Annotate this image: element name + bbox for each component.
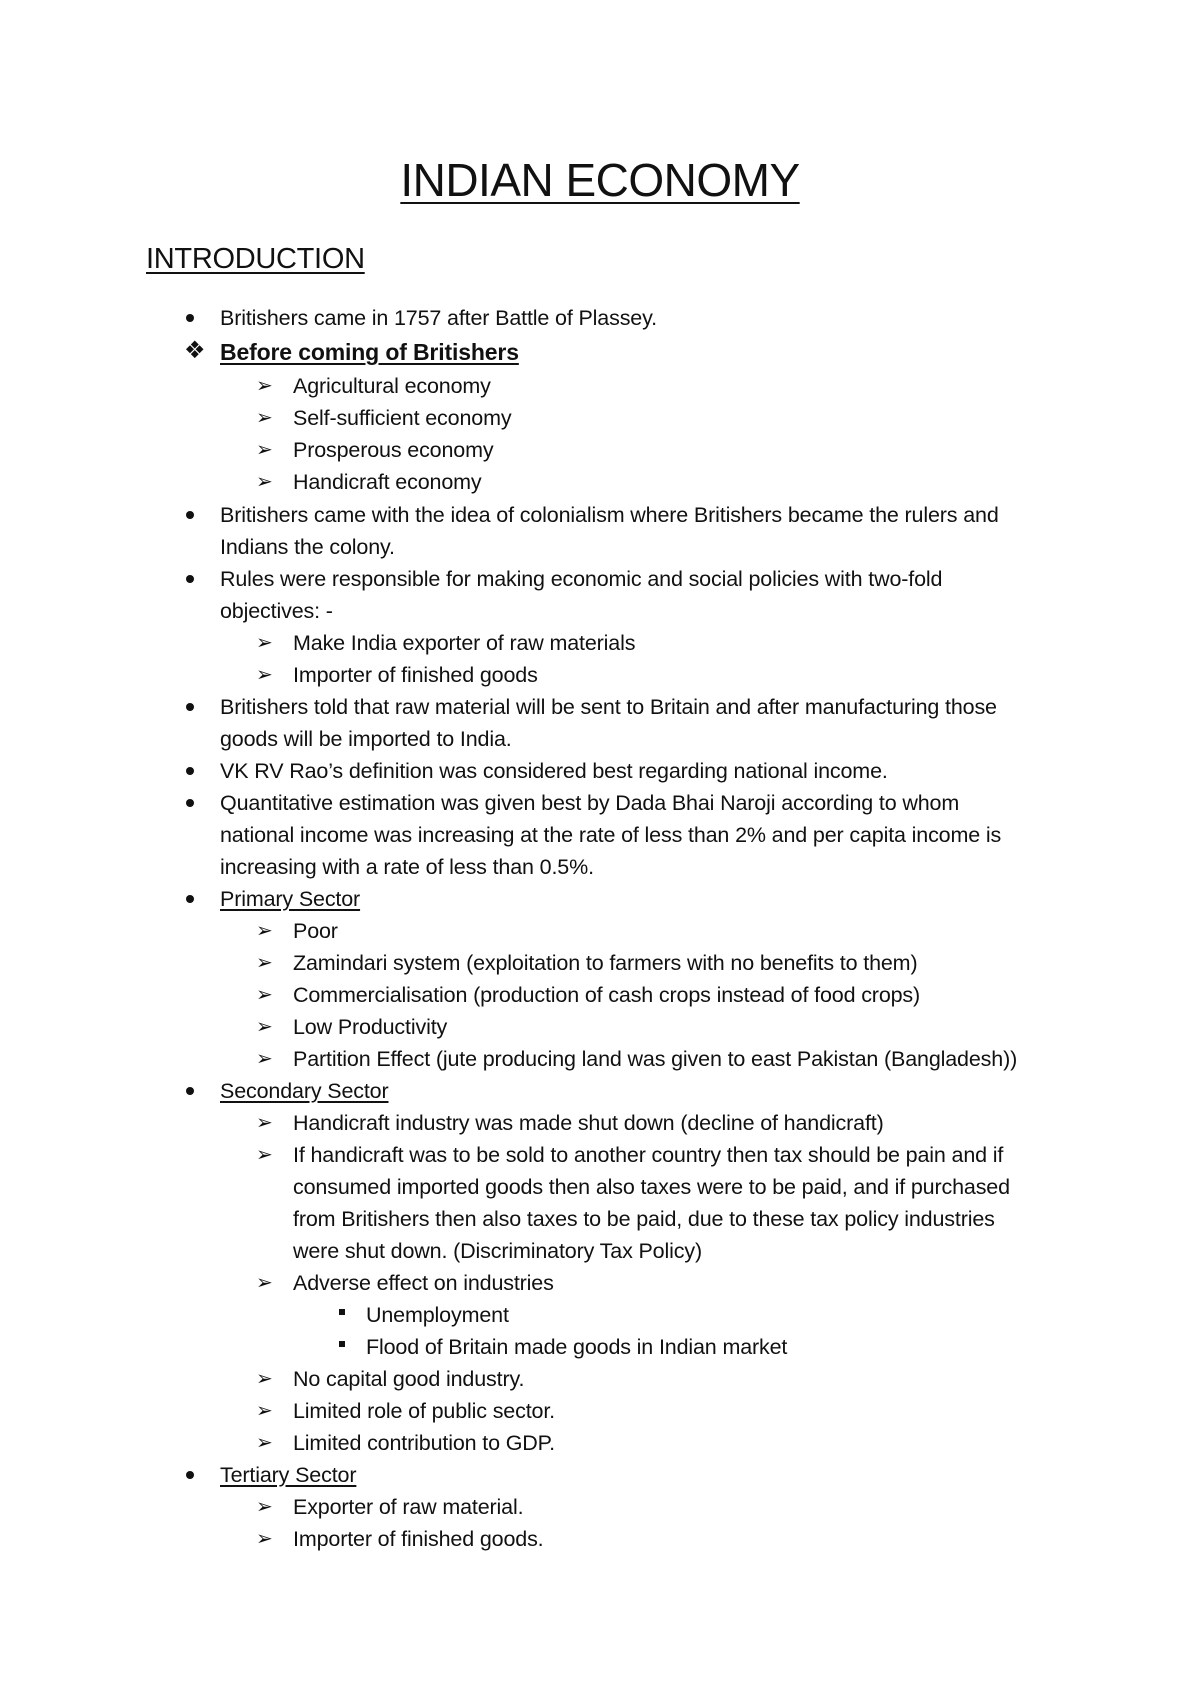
list-item-continued: objectives: - [220, 599, 333, 623]
list-item: Britishers came in 1757 after Battle of Plassey. [220, 306, 657, 330]
list-item: Adverse effect on industries [293, 1271, 554, 1295]
list-item-continued: Indians the colony. [220, 535, 395, 559]
list-item: Exporter of raw material. [293, 1495, 524, 1519]
bullet-icon [186, 799, 194, 807]
bullet-icon [186, 1087, 194, 1095]
list-item: Handicraft industry was made shut down (decline of handicraft) [293, 1111, 884, 1135]
list-item: Self-sufficient economy [293, 406, 512, 430]
sector-heading-secondary: Secondary Sector [220, 1079, 389, 1103]
arrow-bullet-icon: ➢ [256, 984, 273, 1006]
list-item-continued: from Britishers then also taxes to be paid, due to these tax policy industries [293, 1207, 995, 1231]
arrow-bullet-icon: ➢ [256, 1528, 273, 1550]
list-item: Flood of Britain made goods in Indian market [366, 1335, 788, 1359]
list-item: If handicraft was to be sold to another country then tax should be pain and if [293, 1143, 1004, 1167]
list-item: Prosperous economy [293, 438, 494, 462]
arrow-bullet-icon: ➢ [256, 1112, 273, 1134]
list-item: Zamindari system (exploitation to farmers with no benefits to them) [293, 951, 918, 975]
square-bullet-icon [339, 1309, 345, 1315]
list-item-continued: were shut down. (Discriminatory Tax Policy) [293, 1239, 702, 1263]
list-item: Britishers told that raw material will be sent to Britain and after manufacturing those [220, 695, 997, 719]
sector-heading-tertiary: Tertiary Sector [220, 1463, 357, 1487]
bullet-icon [186, 575, 194, 583]
list-item: Low Productivity [293, 1015, 448, 1039]
bullet-icon [186, 767, 194, 775]
list-item: Make India exporter of raw materials [293, 631, 636, 655]
list-item-continued: consumed imported goods then also taxes were to be paid, and if purchased [293, 1175, 1010, 1199]
square-bullet-icon [339, 1341, 345, 1347]
list-item: Britishers came with the idea of colonialism where Britishers became the rulers and [220, 503, 999, 527]
arrow-bullet-icon: ➢ [256, 375, 273, 397]
section-heading: INTRODUCTION [146, 243, 365, 275]
arrow-bullet-icon: ➢ [256, 1496, 273, 1518]
arrow-bullet-icon: ➢ [256, 1272, 273, 1294]
document-title: INDIAN ECONOMY [400, 154, 800, 206]
arrow-bullet-icon: ➢ [256, 1400, 273, 1422]
list-item: Handicraft economy [293, 470, 482, 494]
subheading: Before coming of Britishers [220, 339, 519, 365]
list-item: Commercialisation (production of cash crops instead of food crops) [293, 983, 921, 1007]
list-item: Rules were responsible for making economic and social policies with two-fold [220, 567, 943, 591]
list-item-continued: national income was increasing at the rate of less than 2% and per capita income is [220, 823, 1002, 847]
bullet-icon [186, 511, 194, 519]
list-item-continued: goods will be imported to India. [220, 727, 512, 751]
bullet-icon [186, 1471, 194, 1479]
list-item: No capital good industry. [293, 1367, 525, 1391]
arrow-bullet-icon: ➢ [256, 407, 273, 429]
list-item: Poor [293, 919, 338, 943]
list-item: Agricultural economy [293, 374, 491, 398]
list-item: Importer of finished goods [293, 663, 538, 687]
arrow-bullet-icon: ➢ [256, 632, 273, 654]
arrow-bullet-icon: ➢ [256, 1016, 273, 1038]
arrow-bullet-icon: ➢ [256, 664, 273, 686]
list-item: Partition Effect (jute producing land was given to east Pakistan (Bangladesh)) [293, 1047, 1018, 1071]
arrow-bullet-icon: ➢ [256, 920, 273, 942]
list-item: Unemployment [366, 1303, 509, 1327]
bullet-icon [186, 703, 194, 711]
arrow-bullet-icon: ➢ [256, 1048, 273, 1070]
list-item: VK RV Rao’s definition was considered best regarding national income. [220, 759, 888, 783]
bullet-icon [186, 895, 194, 903]
list-item-continued: increasing with a rate of less than 0.5%. [220, 855, 594, 879]
sector-heading-primary: Primary Sector [220, 887, 361, 911]
arrow-bullet-icon: ➢ [256, 1144, 273, 1166]
list-item: Importer of finished goods. [293, 1527, 544, 1551]
list-item: Limited contribution to GDP. [293, 1431, 555, 1455]
list-item: Quantitative estimation was given best by Dada Bhai Naroji according to whom [220, 791, 960, 815]
arrow-bullet-icon: ➢ [256, 439, 273, 461]
arrow-bullet-icon: ➢ [256, 1368, 273, 1390]
arrow-bullet-icon: ➢ [256, 471, 273, 493]
arrow-bullet-icon: ➢ [256, 952, 273, 974]
diamond-bullet-icon: ❖ [184, 337, 206, 364]
bullet-icon [186, 314, 194, 322]
arrow-bullet-icon: ➢ [256, 1432, 273, 1454]
list-item: Limited role of public sector. [293, 1399, 555, 1423]
